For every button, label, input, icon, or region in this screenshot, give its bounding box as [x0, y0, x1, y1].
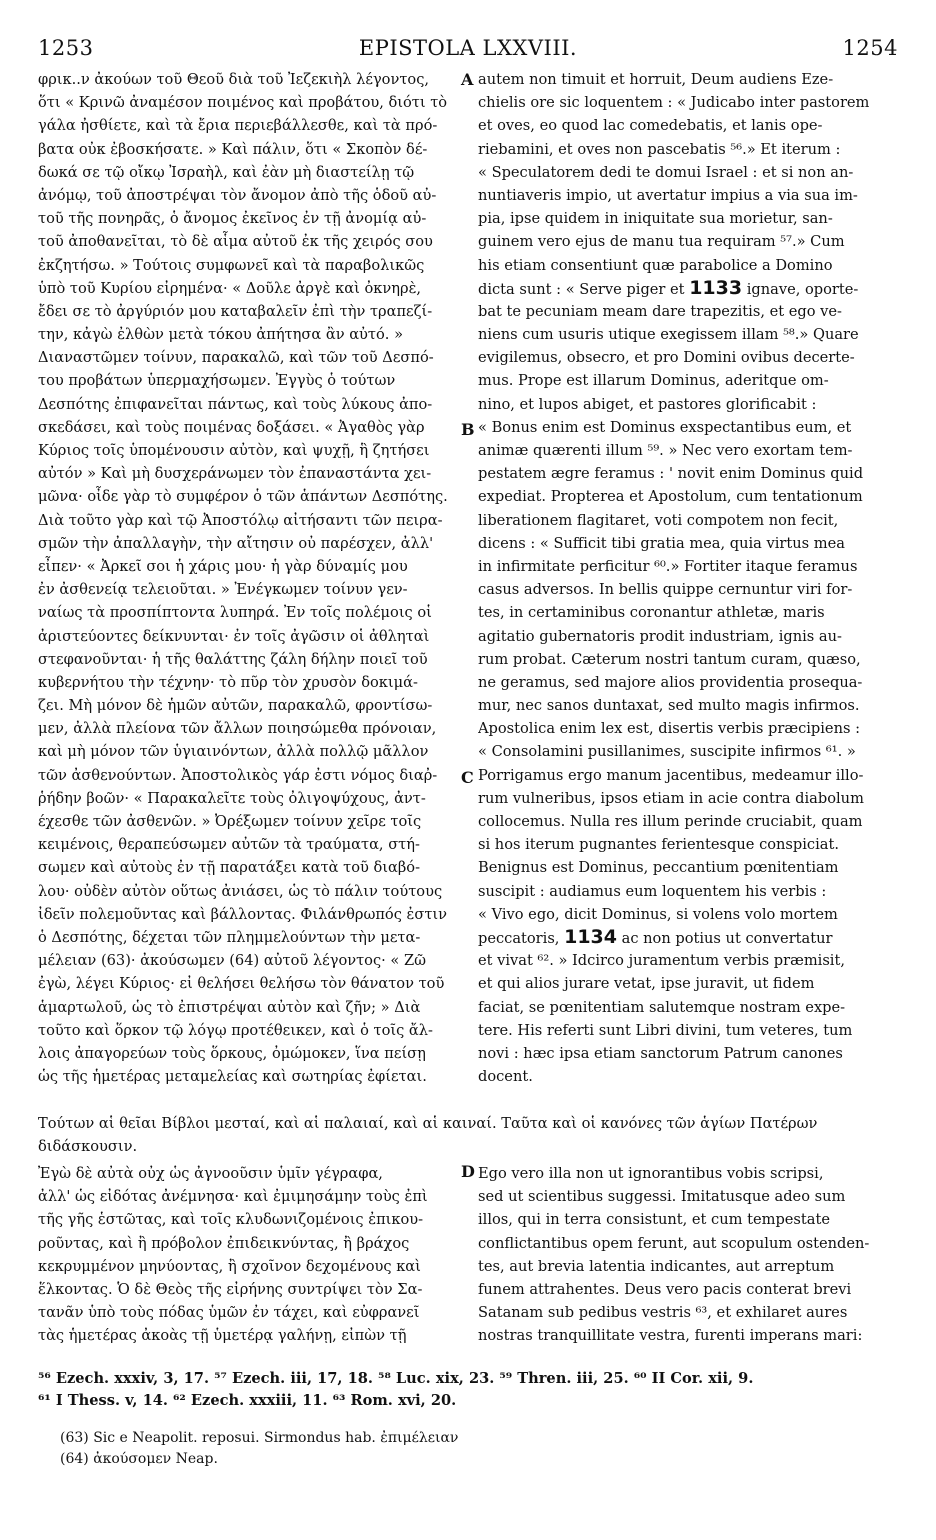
- text-line: σωμεν καὶ αὐτοὺς ἐν τῇ παρατάξει κατὰ τοῦ διαβό-: [38, 859, 421, 877]
- text-line: novi : hæc ipsa etiam sanctorum Patrum canones: [478, 1044, 843, 1062]
- text-line: conflictantibus opem ferunt, aut scopulum ostenden-: [478, 1234, 870, 1252]
- text-line: τῶν ἀσθενούντων. Ἀποστολικὸς γάρ ἐστι νόμος διαῤ-: [38, 766, 438, 784]
- running-title: EPISTOLA LXXVIII.: [358, 36, 578, 60]
- text-line: riebamini, et oves non pascebatis ⁵⁶.» Et iterum :: [478, 140, 841, 158]
- text-line: in infirmitate perficitur ⁶⁰.» Fortiter itaque feramus: [478, 557, 858, 575]
- text-line: ne geramus, sed majore alios providentia prosequa-: [478, 673, 863, 691]
- text-line: agitatio gubernatoris prodit industriam, ignis au-: [478, 627, 842, 645]
- text-line: rum vulneribus, ipsos etiam in acie contra diabolum: [478, 789, 864, 807]
- text-line: ζει. Μὴ μόνον δὲ ἡμῶν αὐτῶν, παρακαλῶ, φροντίσω-: [38, 697, 433, 715]
- text-line: casus adversos. In bellis quippe cernuntur viri for-: [478, 581, 853, 599]
- text-line: ὑπὸ τοῦ Κυρίου εἰρημένα· « Δοῦλε ἀργὲ καὶ ὀκνηρὲ,: [38, 279, 422, 297]
- latin-column-top: [478, 68, 908, 1088]
- column-number: 1133: [689, 276, 743, 299]
- text-line: τῆς γῆς ἑστῶτας, καὶ τοῖς κλυδωνιζομένοις ἐπικου-: [38, 1211, 424, 1229]
- text-line: bat te pecuniam meam dare trapezitis, et ego ve-: [478, 302, 842, 320]
- text-line: Apostolica enim lex est, disertis verbis præcipiens :: [478, 720, 861, 738]
- text-line: Τούτων αἱ θεῖαι Βίβλοι μεσταί, καὶ αἱ παλαιαί, καὶ αἱ καιναί. Ταῦτα καὶ οἱ κανόνες τῶν ἁγίων Πατέρων: [38, 1115, 818, 1132]
- text-line: ἀνόμῳ, τοῦ ἀποστρέψαι τὸν ἄνομον ἀπὸ τῆς ὁδοῦ αὐ-: [38, 186, 437, 204]
- text-line: si hos iterum pugnantes ferientesque conspiciat.: [478, 836, 839, 854]
- text-line: τοῦ ἀποθανεῖται, τὸ δὲ αἷμα αὐτοῦ ἐκ τῆς χειρός σου: [38, 233, 433, 251]
- greek-column-bottom: [38, 1162, 458, 1348]
- text-line: pestatem ægre feramus : ' novit enim Dominus quid: [478, 465, 864, 483]
- text-line: « Speculatorem dedi te domui Israel : et si non an-: [478, 163, 854, 181]
- text-line: et qui alios jurare vetat, ipse juravit, ut fidem: [478, 975, 815, 993]
- text-line: μέλειαν (63)· ἀκούσωμεν (64) αὐτοῦ λέγοντος· « Ζῶ: [38, 952, 427, 970]
- text-line: λου· οὐδὲν αὐτὸν οὕτως ἀνιάσει, ὡς τὸ πάλιν τούτους: [38, 882, 443, 900]
- text-line: τοῦτο καὶ ὅρκον τῷ λόγῳ προτέθεικεν, καὶ ὁ τοῖς ἄλ-: [38, 1021, 433, 1039]
- text-line: Porrigamus ergo manum jacentibus, medeamur illo-: [478, 766, 864, 784]
- margin-letter-d: D: [461, 1162, 475, 1181]
- text-line: φρικ..ν ἀκούων τοῦ Θεοῦ διὰ τοῦ Ἰεζεκιὴλ λέγοντος,: [38, 71, 430, 88]
- text-line: Ego vero illa non ut ignorantibus vobis scripsi,: [478, 1165, 824, 1182]
- text-line: « Bonus enim est Dominus exspectantibus eum, et: [478, 418, 852, 436]
- text-line: τοῦ τῆς πονηρᾶς, ὁ ἄνομος ἐκεῖνος ἐν τῇ ἀνομίᾳ αὐ-: [38, 210, 427, 228]
- text-line: ἐκζητήσω. » Τούτοις συμφωνεῖ καὶ τὰ παραβολικῶς: [38, 256, 425, 274]
- text-line: του προβάτων ὑπερμαχήσωμεν. Ἐγγὺς ὁ τούτων: [38, 372, 396, 390]
- text-line: nuntiaveris impio, ut avertatur impius a via sua im-: [478, 186, 858, 204]
- text-line: funem attrahentes. Deus vero pacis conterat brevi: [478, 1280, 852, 1298]
- text-line: ροῦντας, καὶ ἢ πρόβολον ἐπιδεικνύντας, ἢ βράχος: [38, 1234, 410, 1252]
- text-line: την, κἀγὼ ἐλθὼν μετὰ τόκου ἀπήτησα ἂν αὐτό. »: [38, 326, 403, 344]
- text-line: tes, aut brevia latentia indicantes, aut arreptum: [478, 1257, 835, 1275]
- text-line: his etiam consentiunt quæ parabolice a Domino: [478, 256, 833, 274]
- text-line: illos, qui in terra consistunt, et cum tempestate: [478, 1211, 830, 1229]
- text-line: βατα οὐκ ἐβοσκήσατε. » Καὶ πάλιν, ὅτι « Σκοπὸν δέ-: [38, 140, 428, 158]
- text-line: λοις ἀπαγορεύων τοὺς ὅρκους, ὀμώμοκεν, ἵνα πείσῃ: [38, 1044, 426, 1062]
- text-line: Ἐγὼ δὲ αὐτὰ οὐχ ὡς ἀγνοοῦσιν ὑμῖν γέγραφα,: [38, 1165, 383, 1182]
- text-line: αὐτόν » Καὶ μὴ δυσχεράνωμεν τὸν ἐπαναστάντα χει-: [38, 465, 432, 483]
- text-line: chielis ore sic loquentem : « Judicabo inter pastorem: [478, 94, 870, 112]
- text-line: sed ut scientibus suggessi. Imitatusque adeo sum: [478, 1188, 846, 1206]
- margin-letter-b: B: [461, 420, 475, 439]
- text-line: σμῶν τὴν ἀπαλλαγὴν, τὴν αἴτησιν οὐ παρέσχεν, ἀλλ': [38, 534, 434, 552]
- text-line: Benignus est Dominus, peccantium pœnitentiam: [478, 859, 839, 877]
- text-line: ἰδεῖν πολεμοῦντας καὶ βάλλοντας. Φιλάνθρωπός ἐστιν: [38, 905, 447, 923]
- text-line: evigilemus, obsecro, et pro Domini ovibus decerte-: [478, 349, 855, 367]
- text-line: Διὰ τοῦτο γὰρ καὶ τῷ Ἀποστόλῳ αἰτήσαντι τῶν πειρα-: [38, 511, 443, 529]
- text-line: σκεδάσει, καὶ τοὺς ποιμένας δοξάσει. « Ἀγαθὸς γὰρ: [38, 418, 425, 436]
- text-line: ὅτι « Κρινῶ ἀναμέσον ποιμένος καὶ προβάτου, διότι τὸ: [38, 94, 448, 112]
- text-line: Διαναστῶμεν τοίνυν, παρακαλῶ, καὶ τῶν τοῦ Δεσπό-: [38, 349, 434, 367]
- text-line: ἕλκοντας. Ὁ δὲ Θεὸς τῆς εἰρήνης συντρίψει τὸν Σα-: [38, 1280, 423, 1298]
- text-line: mur, nec sanos duntaxat, sed multo magis infirmos.: [478, 697, 860, 715]
- editor-notes: [60, 1428, 458, 1470]
- text-line: liberationem flagitaret, voti compotem non fecit,: [478, 511, 839, 529]
- text-line: mus. Prope est illarum Dominus, aderitque om-: [478, 372, 829, 390]
- text-line: rum probat. Cæterum nostri tantum curam, quæso,: [478, 650, 861, 668]
- text-line: Κύριος τοῖς ὑπομένουσιν αὐτὸν, καὶ ψυχῇ, ἣ ζητήσει: [38, 442, 430, 459]
- text-line: στεφανοῦνται· ἡ τῆς θαλάττης ζάλη δήλην ποιεῖ τοῦ: [38, 650, 428, 668]
- text-line: καὶ μὴ μόνον τῶν ὑγιαινόντων, ἀλλὰ πολλῷ μᾶλλον: [38, 743, 429, 761]
- column-number: 1134: [564, 925, 617, 948]
- text-line: ῥήδην βοῶν· « Παρακαλεῖτε τοὺς ὀλιγοψύχους, ἀντ-: [38, 789, 426, 807]
- left-page-number: 1253: [38, 36, 94, 60]
- text-line: ἐν ἀσθενείᾳ τελειοῦται. » Ἐνέγκωμεν τοίνυν γεν-: [38, 581, 408, 599]
- text-line: τανᾶν ὑπὸ τοὺς πόδας ὑμῶν ἐν τάχει, καὶ εὐφρανεῖ: [38, 1304, 420, 1322]
- margin-letter-a: A: [461, 70, 474, 89]
- latin-column-bottom: [478, 1162, 908, 1348]
- text-line: expediat. Propterea et Apostolum, cum tentationum: [478, 488, 863, 506]
- text-line: niens cum usuris utique exegissem illam ⁵⁸.» Quare: [478, 326, 859, 344]
- text-line: (64) ἀκούσομεν Neap.: [60, 1451, 218, 1467]
- text-line: τὰς ἡμετέρας ἀκοὰς τῇ ὑμετέρᾳ γαλήνῃ, εἰπὼν τῇ: [38, 1327, 407, 1345]
- text-line: nino, et lupos abiget, et pastores glorificabit :: [478, 395, 817, 413]
- text-line: μῶνα· οἶδε γὰρ τὸ συμφέρον ὁ τῶν ἁπάντων Δεσπότης.: [38, 488, 448, 506]
- text-line: ὁ Δεσπότης, δέχεται τῶν πλημμελούντων τὴν μετα-: [38, 928, 421, 946]
- text-line: (63) Sic e Neapolit. reposui. Sirmondus hab. ἐπιμέλειαν: [60, 1430, 459, 1446]
- text-line: tere. His referti sunt Libri divini, tum veteres, tum: [478, 1021, 853, 1039]
- text-line: autem non timuit et horruit, Deum audiens Eze-: [478, 71, 834, 88]
- text-line: Satanam sub pedibus vestris ⁶³, et exhilaret aures: [478, 1304, 848, 1322]
- text-line: ⁵⁶ Ezech. xxxiv, 3, 17. ⁵⁷ Ezech. iii, 17, 18. ⁵⁸ Luc. xix, 23. ⁵⁹ Thren. iii, 25. ⁶⁰ II Cor. xii, 9.: [38, 1370, 754, 1387]
- text-line: guinem vero ejus de manu tua requiram ⁵⁷.» Cum: [478, 233, 845, 251]
- text-line: nostras tranquillitate vestra, furenti imperans mari:: [478, 1327, 863, 1345]
- text-line: κυβερνήτου τὴν τέχνην· τὸ πῦρ τὸν χρυσὸν δοκιμά-: [38, 673, 418, 691]
- text-line: εἶπεν· « Ἀρκεῖ σοι ἡ χάρις μου· ἡ γὰρ δύναμίς μου: [38, 557, 408, 575]
- text-line: κειμένοις, θεραπεύσωμεν αὐτῶν τὰ τραύματα, στή-: [38, 836, 420, 854]
- greek-column-top: [38, 68, 458, 1088]
- text-line: ἁμαρτωλοῦ, ὡς τὸ ἐπιστρέψαι αὐτὸν καὶ ζῆν; » Διὰ: [38, 998, 421, 1016]
- text-line: κεκρυμμένον μηνύοντας, ἢ σχοῖνον δεχομένους καὶ: [38, 1257, 421, 1275]
- text-line: faciat, se pœnitentiam salutemque nostram expe-: [478, 998, 846, 1016]
- text-line: ὡς τῆς ἡμετέρας μεταμελείας καὶ σωτηρίας ἐφίεται.: [38, 1068, 427, 1086]
- text-line: ἔδει σε τὸ ἀργύριόν μου καταβαλεῖν ἐπὶ τὴν τραπεζί-: [38, 302, 433, 320]
- text-line: dicta sunt : « Serve piger et 1133 ignave, oporte-: [478, 276, 859, 299]
- text-line: Δεσπότης ἐπιφανεῖται πάντως, καὶ τοὺς λύκους ἀπο-: [38, 395, 433, 413]
- text-line: animæ quærenti illum ⁵⁹. » Nec vero exortam tem-: [478, 442, 853, 459]
- text-line: peccatoris, 1134 ac non potius ut convertatur: [478, 925, 833, 948]
- text-line: et vivat ⁶². » Idcirco juramentum verbis præmisit,: [478, 952, 845, 970]
- text-line: ἐγὼ, λέγει Κύριος· εἰ θελήσει θελήσω τὸν θάνατον τοῦ: [38, 975, 445, 993]
- text-line: tes, in certaminibus coronantur athletæ, maris: [478, 604, 825, 622]
- text-line: διδάσκουσιν.: [38, 1138, 138, 1156]
- text-line: δωκά σε τῷ οἴκῳ Ἰσραὴλ, καὶ ἐὰν μὴ διαστείλῃ τῷ: [38, 163, 415, 181]
- text-line: docent.: [478, 1068, 533, 1086]
- text-line: « Vivo ego, dicit Dominus, si volens volo mortem: [478, 905, 838, 923]
- text-line: pia, ipse quidem in iniquitate sua morietur, san-: [478, 210, 833, 228]
- text-line: dicens : « Sufficit tibi gratia mea, quia virtus mea: [478, 534, 845, 552]
- full-width-greek: [38, 1112, 918, 1158]
- text-line: ἀριστεύοντες δείκνυνται· ἐν τοῖς ἀγῶσιν οἱ ἀθληταὶ: [38, 627, 430, 645]
- text-line: et oves, eo quod lac comedebatis, et lanis ope-: [478, 117, 823, 135]
- text-line: collocemus. Nulla res illum perinde cruciabit, quam: [478, 813, 863, 830]
- text-line: ναίως τὰ προσπίπτοντα λυπηρά. Ἐν τοῖς πολέμοις οἱ: [38, 604, 432, 622]
- footnotes: [38, 1368, 918, 1412]
- margin-letter-c: C: [461, 768, 474, 787]
- text-line: έχεσθε τῶν ἀσθενῶν. » Ὀρέξωμεν τοίνυν χεῖρε τοῖς: [38, 813, 422, 830]
- text-line: « Consolamini pusillanimes, suscipite infirmos ⁶¹. »: [478, 743, 856, 761]
- text-line: ⁶¹ I Thess. v, 14. ⁶² Ezech. xxxiii, 11. ⁶³ Rom. xvi, 20.: [38, 1392, 457, 1409]
- right-page-number: 1254: [842, 36, 898, 60]
- text-line: ἀλλ' ὡς εἰδότας ἀνέμνησα· καὶ ἐμιμησάμην τοὺς ἐπὶ: [38, 1188, 428, 1206]
- text-line: γάλα ἠσθίετε, καὶ τὰ ἔρια περιεβάλλεσθε, καὶ τὰ πρό-: [38, 117, 438, 135]
- text-line: μεν, ἀλλὰ πλείονα τῶν ἄλλων ποιησώμεθα πρόνοιαν,: [38, 720, 437, 738]
- text-line: suscipit : audiamus eum loquentem his verbis :: [478, 882, 827, 900]
